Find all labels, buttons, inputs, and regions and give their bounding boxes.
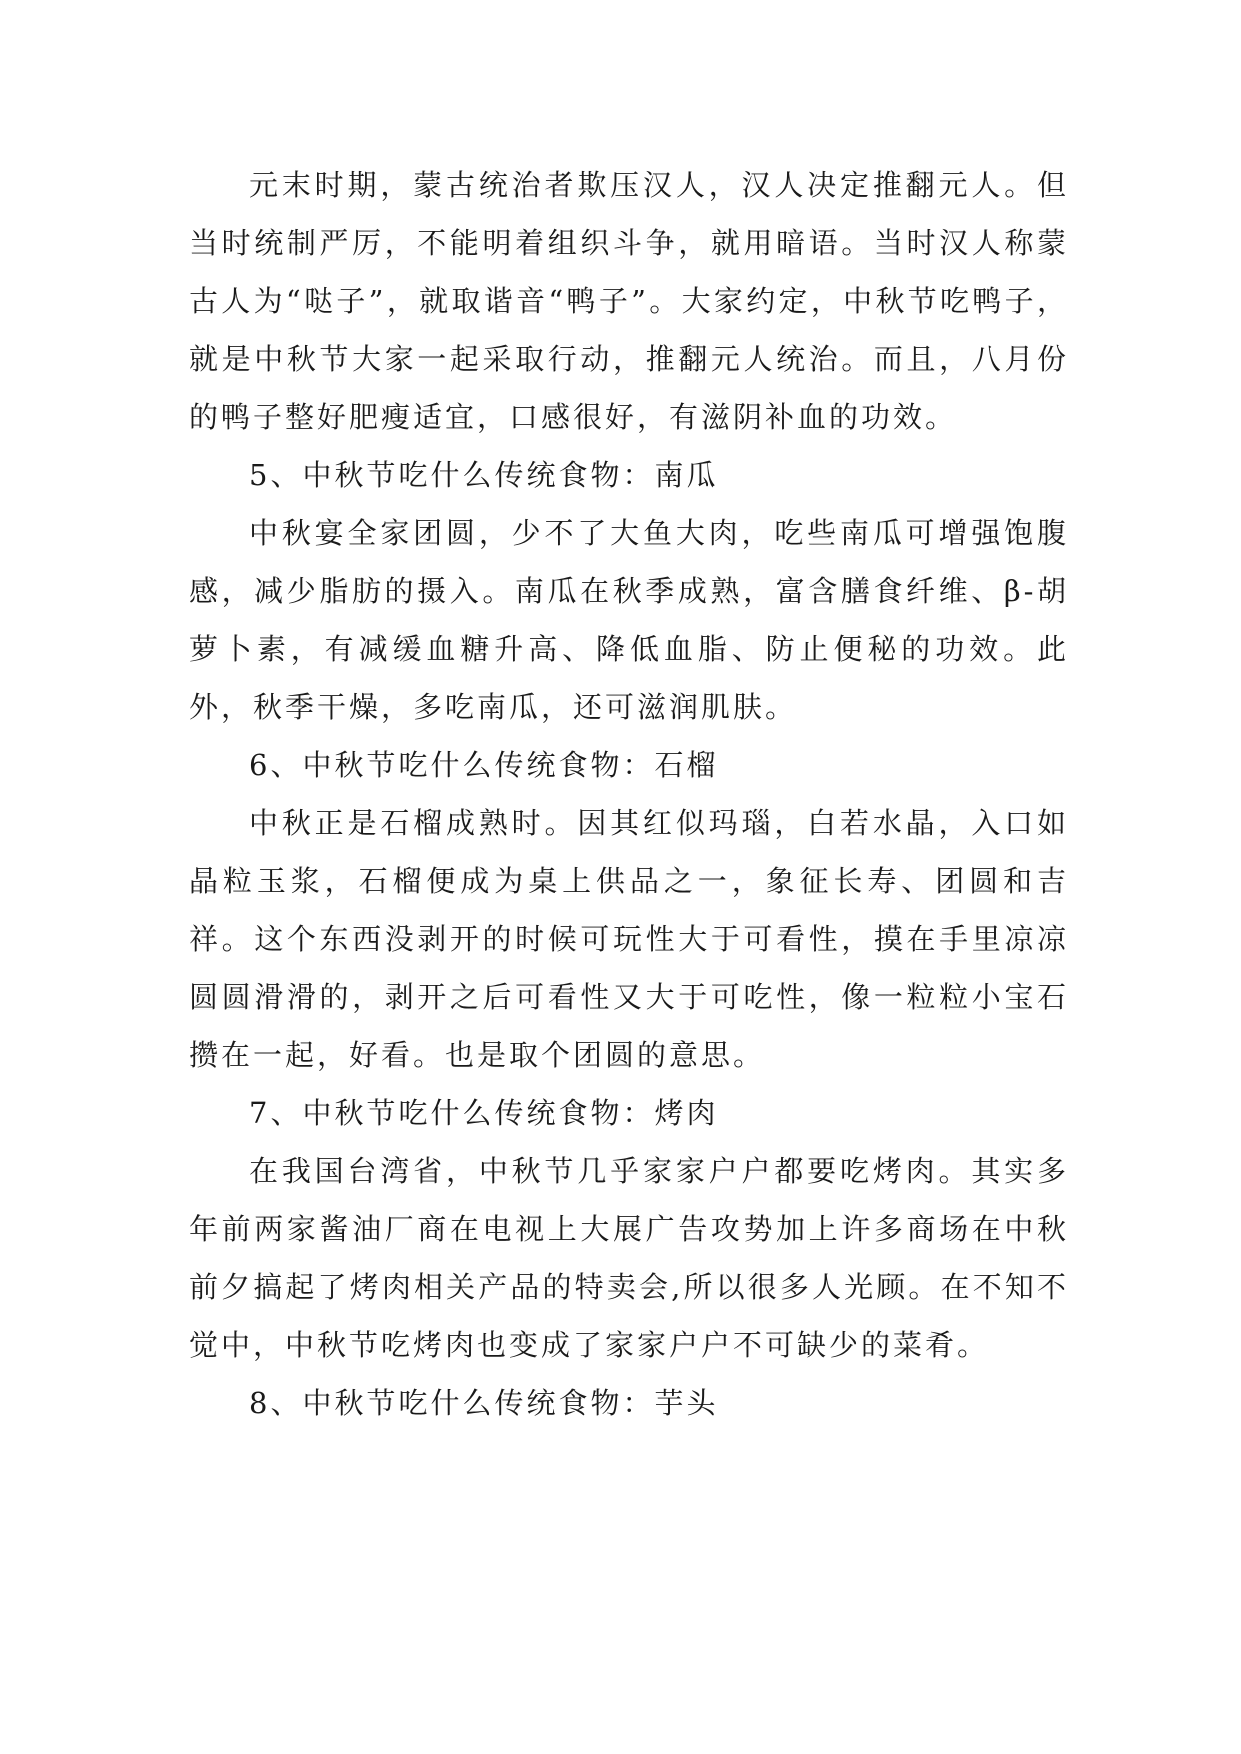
paragraph-pumpkin: 中秋宴全家团圆，少不了大鱼大肉，吃些南瓜可增强饱腹感，减少脂肪的摄入。南瓜在秋季成熟，富含膳食纤维、β-胡萝卜素，有减缓血糖升高、降低血脂、防止便秘的功效。此外，秋季干燥，多吃南瓜，还可滋润肌肤。	[189, 516, 1069, 724]
paragraph-duck-history: 元末时期，蒙古统治者欺压汉人，汉人决定推翻元人。但当时统制严厉，不能明着组织斗争，就用暗语。当时汉人称蒙古人为“哒子”，就取谐音“鸭子”。大家约定，中秋节吃鸭子，就是中秋节大家一起采取行动，推翻元人统治。而且，八月份的鸭子整好肥瘦适宜，口感很好，有滋阴补血的功效。	[189, 168, 1069, 434]
heading-pomegranate: 6、中秋节吃什么传统食物：石榴	[249, 748, 719, 782]
paragraph-barbecue: 在我国台湾省，中秋节几乎家家户户都要吃烤肉。其实多年前两家酱油厂商在电视上大展广告攻势加上许多商场在中秋前夕搞起了烤肉相关产品的特卖会,所以很多人光顾。在不知不觉中，中秋节吃烤肉也变成了家家户户不可缺少的菜肴。	[189, 1154, 1069, 1362]
heading-barbecue: 7、中秋节吃什么传统食物：烤肉	[249, 1096, 719, 1130]
document-body	[189, 156, 1069, 1432]
heading-taro: 8、中秋节吃什么传统食物：芋头	[249, 1386, 719, 1420]
paragraph-pomegranate: 中秋正是石榴成熟时。因其红似玛瑙，白若水晶，入口如晶粒玉浆，石榴便成为桌上供品之一，象征长寿、团圆和吉祥。这个东西没剥开的时候可玩性大于可看性，摸在手里凉凉圆圆滑滑的，剥开之后可看性又大于可吃性，像一粒粒小宝石攒在一起，好看。也是取个团圆的意思。	[189, 806, 1069, 1072]
heading-pumpkin: 5、中秋节吃什么传统食物：南瓜	[249, 458, 719, 492]
